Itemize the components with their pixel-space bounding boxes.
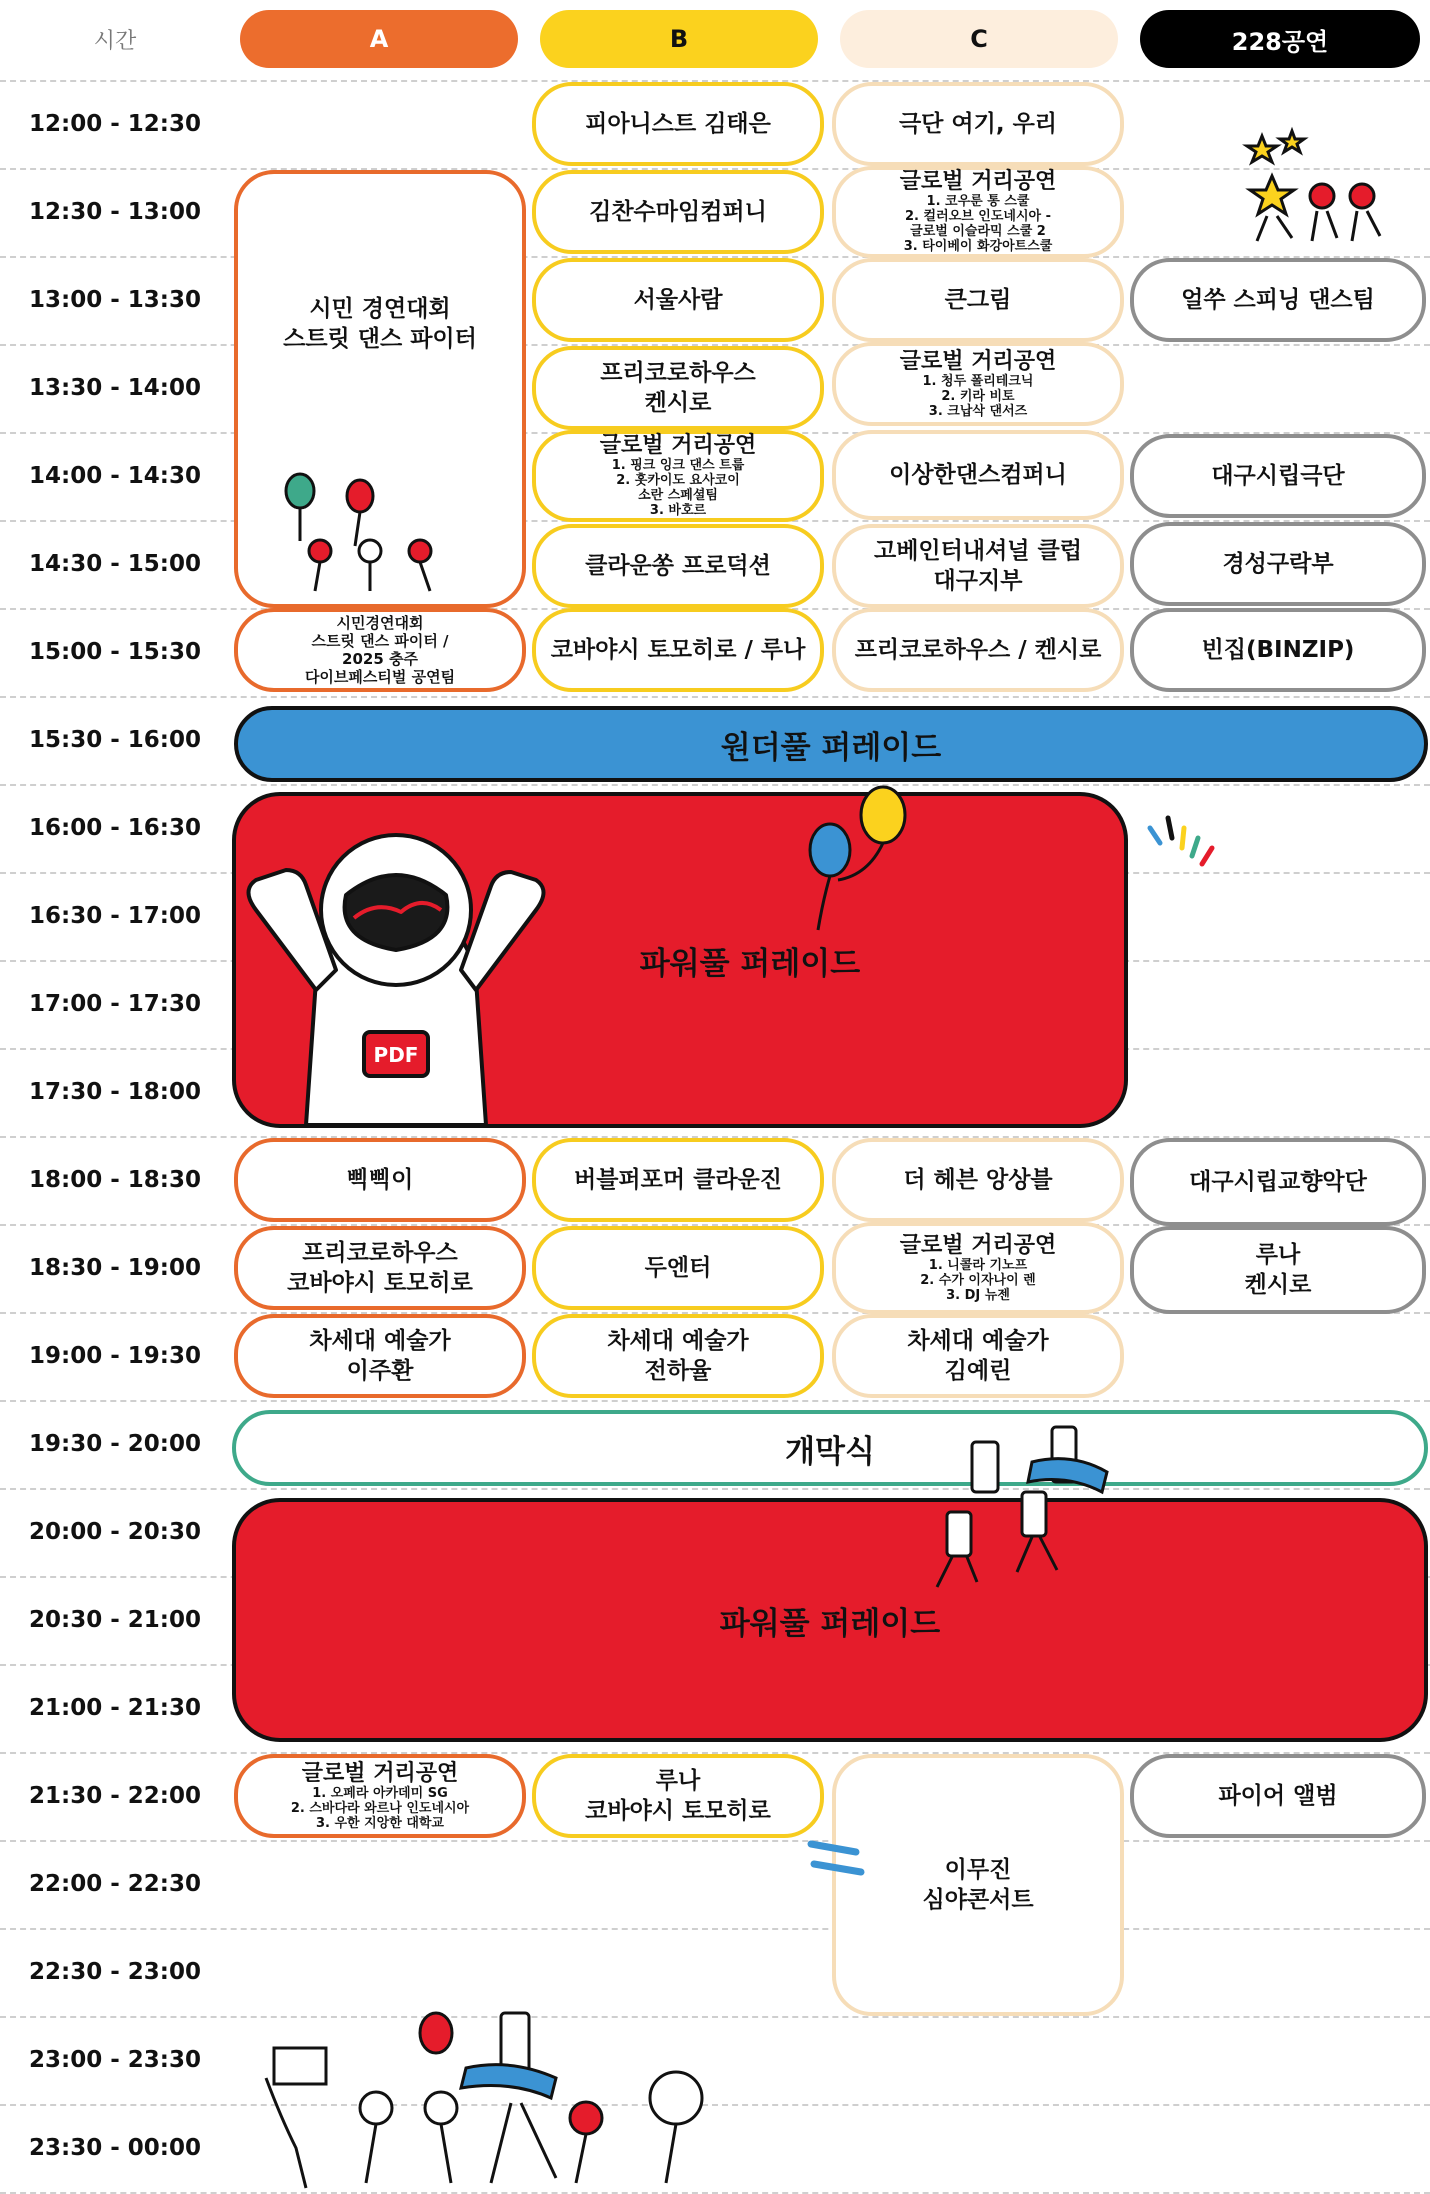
stage-b-1500[interactable] [532, 608, 824, 692]
stage-c-1230-sub: 1. 코우룬 통 스쿨 2. 컬러오브 인도네시아 - 글로벌 이슬라믹 스쿨 2 3. 타이베이 화강아트스쿨 [903, 194, 1053, 254]
stage-228-1400[interactable] [1130, 434, 1426, 518]
powerful-parade-evening-block[interactable] [232, 1498, 1428, 1742]
stage-b-1400[interactable] [532, 430, 824, 522]
stage-a-1900-label: 차세대 예술가 이주환 [309, 1328, 451, 1384]
stage-228-2130-label: 파이어 앨범 [1218, 1783, 1338, 1809]
stage-a-header[interactable] [240, 10, 518, 68]
stage-c-1400[interactable] [832, 430, 1124, 520]
time-slot-label: 23:00 - 23:30 [29, 2047, 201, 2073]
stage-b-1230-label: 김찬수마임컴퍼니 [589, 199, 767, 225]
stage-c-1430-label: 고베인터내셔널 클럽 대구지부 [874, 538, 1082, 594]
stage-c-1430[interactable] [832, 524, 1124, 608]
stage-b-1430[interactable] [532, 524, 824, 608]
stage-b-1900-label: 차세대 예술가 전하율 [607, 1328, 749, 1384]
stage-c-1900[interactable] [832, 1314, 1124, 1398]
stage-b-1200[interactable] [532, 82, 824, 166]
stage-228-2130[interactable] [1130, 1754, 1426, 1838]
stage-228-1830-label: 루나 켄시로 [1244, 1242, 1312, 1298]
stage-228-1430-label: 경성구락부 [1222, 551, 1334, 577]
time-slot-label: 12:30 - 13:00 [29, 199, 201, 225]
stage-a-street-dance-title: 시민 경연대회 스트릿 댄스 파이터 [283, 296, 477, 352]
stage-c-1230-title: 글로벌 거리공연 [899, 169, 1057, 194]
confetti-icon [1140, 808, 1230, 888]
stage-228-1830[interactable] [1130, 1226, 1426, 1314]
stage-a-1830-label: 프리코로하우스 코바야시 토모히로 [287, 1240, 473, 1296]
time-slot-label: 15:00 - 15:30 [29, 639, 201, 665]
blue-stripes-icon [806, 1834, 866, 1884]
dancers-illustration [1222, 126, 1392, 246]
stage-c-label: C [970, 25, 988, 53]
stage-c-header[interactable] [840, 10, 1118, 68]
stage-a-1800[interactable] [234, 1138, 526, 1222]
time-slot-label: 22:00 - 22:30 [29, 1871, 201, 1897]
stage-b-1330[interactable] [532, 346, 824, 430]
stage-228-1300-label: 얼쑤 스피닝 댄스팀 [1181, 287, 1375, 313]
powerful-parade-evening-label: 파워풀 퍼레이드 [719, 1605, 941, 1642]
time-slot-label: 17:30 - 18:00 [29, 1079, 201, 1105]
time-slot-label: 22:30 - 23:00 [29, 1959, 201, 1985]
stage-228-1800-label: 대구시립교향악단 [1189, 1169, 1367, 1195]
stage-a-2130[interactable] [234, 1754, 526, 1838]
wonderful-parade-block[interactable] [234, 706, 1428, 782]
time-slot-label: 14:30 - 15:00 [29, 551, 201, 577]
stage-b-1830-label: 두엔터 [644, 1255, 712, 1281]
stage-c-1500-label: 프리코로하우스 / 켄시로 [854, 637, 1102, 663]
stage-b-1400-sub: 1. 핑크 잉크 댄스 트룹 2. 홋카이도 요사코이 소란 스페셜팀 3. 바호르 [611, 458, 745, 518]
opening-ceremony-label: 개막식 [785, 1433, 875, 1470]
stage-228-1400-label: 대구시립극단 [1211, 463, 1345, 489]
stage-a-label: A [369, 25, 389, 53]
stage-228-header[interactable] [1140, 10, 1420, 68]
time-slot-label: 16:30 - 17:00 [29, 903, 201, 929]
time-slot-label: 20:30 - 21:00 [29, 1607, 201, 1633]
time-slot-label: 21:00 - 21:30 [29, 1695, 201, 1721]
time-slot-label: 19:30 - 20:00 [29, 1431, 201, 1457]
bottom-parade-illustration [256, 2008, 736, 2192]
time-slot-label: 21:30 - 22:00 [29, 1783, 201, 1809]
astronaut-patch-text: PDF [373, 1043, 419, 1067]
stage-228-1800[interactable] [1130, 1138, 1426, 1226]
stage-c-1400-label: 이상한댄스컴퍼니 [889, 462, 1067, 488]
stage-c-1330-sub: 1. 청두 폴리테크닉 2. 키라 비토 3. 크납삭 댄서즈 [922, 373, 1034, 419]
stage-b-2130[interactable] [532, 1754, 824, 1838]
balloons-icon [798, 785, 908, 935]
stage-a-1900[interactable] [234, 1314, 526, 1398]
stage-a-2130-sub: 1. 오페라 아카데미 SG 2. 스바다라 와르나 인도네시아 3. 우한 지앙한 대학교 [290, 1785, 470, 1831]
stage-c-1200-label: 극단 여기, 우리 [898, 111, 1058, 137]
stage-c-1330[interactable] [832, 342, 1124, 426]
stage-c-2130[interactable] [832, 1754, 1124, 2016]
time-slot-label: 13:30 - 14:00 [29, 375, 201, 401]
stage-c-1300[interactable] [832, 258, 1124, 342]
time-slot-label: 16:00 - 16:30 [29, 815, 201, 841]
time-slot-label: 13:00 - 13:30 [29, 287, 201, 313]
stage-b-1300-label: 서울사람 [633, 287, 723, 313]
stage-c-1230[interactable] [832, 166, 1124, 258]
stage-b-1500-label: 코바야시 토모히로 / 루나 [550, 637, 806, 663]
marching-band-illustration [932, 1422, 1112, 1602]
stage-228-1500-label: 빈집(BINZIP) [1201, 637, 1355, 663]
stage-b-1200-label: 피아니스트 김태은 [585, 111, 771, 137]
time-slot-label: 12:00 - 12:30 [29, 111, 201, 137]
time-slot-label: 15:30 - 16:00 [29, 727, 201, 753]
time-column-header: 시간 [93, 28, 137, 54]
stage-b-header[interactable] [540, 10, 818, 68]
stage-c-1500[interactable] [832, 608, 1124, 692]
wonderful-parade-label: 원더풀 퍼레이드 [720, 729, 942, 766]
stage-b-2130-label: 루나 코바야시 토모히로 [585, 1768, 771, 1824]
stage-c-1300-label: 큰그림 [944, 287, 1012, 313]
time-slot-label: 14:00 - 14:30 [29, 463, 201, 489]
stage-c-1900-label: 차세대 예술가 김예린 [907, 1328, 1049, 1384]
stage-a-1500[interactable] [234, 608, 526, 692]
stage-c-1830-sub: 1. 니콜라 기노프 2. 수가 이자나이 렌 3. DJ 뉴젠 [920, 1257, 1036, 1303]
stage-b-1300[interactable] [532, 258, 824, 342]
time-slot-label: 18:00 - 18:30 [29, 1167, 201, 1193]
stage-b-1400-title: 글로벌 거리공연 [599, 433, 757, 458]
stage-b-1830[interactable] [532, 1226, 824, 1310]
stage-c-1830[interactable] [832, 1222, 1124, 1314]
stage-c-2130-label: 이무진 심야콘서트 [922, 1857, 1034, 1913]
stage-a-1800-label: 삑삑이 [346, 1167, 414, 1193]
stage-b-1230[interactable] [532, 170, 824, 254]
stage-b-label: B [669, 25, 689, 53]
stage-a-1830[interactable] [234, 1226, 526, 1310]
stage-c-1800[interactable] [832, 1138, 1124, 1222]
stage-b-1330-label: 프리코로하우스 켄시로 [600, 360, 756, 416]
time-slot-label: 20:00 - 20:30 [29, 1519, 201, 1545]
stage-b-1430-label: 클라운쏭 프로덕션 [585, 553, 771, 579]
stage-b-1800[interactable] [532, 1138, 824, 1222]
time-slot-label: 17:00 - 17:30 [29, 991, 201, 1017]
stage-a-2130-title: 글로벌 거리공연 [301, 1760, 459, 1786]
opening-ceremony-block[interactable] [232, 1410, 1428, 1486]
stage-c-1800-label: 더 헤븐 앙상블 [903, 1167, 1053, 1193]
stage-b-1900[interactable] [532, 1314, 824, 1398]
stage-b-1800-label: 버블퍼포머 클라운진 [574, 1167, 782, 1193]
stage-c-1200[interactable] [832, 82, 1124, 166]
time-slot-label: 18:30 - 19:00 [29, 1255, 201, 1281]
stage-228-label: 228공연 [1231, 27, 1329, 56]
powerful-parade-afternoon-label: 파워풀 퍼레이드 [639, 945, 861, 982]
stage-228-1430[interactable] [1130, 522, 1426, 606]
balloon-characters-illustration [270, 466, 500, 596]
stage-c-1830-title: 글로벌 거리공연 [899, 1232, 1057, 1258]
stage-228-1500[interactable] [1130, 608, 1426, 692]
time-slot-label: 19:00 - 19:30 [29, 1343, 201, 1369]
stage-c-1330-title: 글로벌 거리공연 [899, 348, 1057, 374]
stage-a-1500-label: 시민경연대회 스트릿 댄스 파이터 / 2025 충주 다이브페스티벌 공연팀 [304, 614, 456, 686]
astronaut-illustration [236, 800, 556, 1125]
stage-228-1300[interactable] [1130, 258, 1426, 342]
time-slot-label: 23:30 - 00:00 [29, 2135, 201, 2161]
